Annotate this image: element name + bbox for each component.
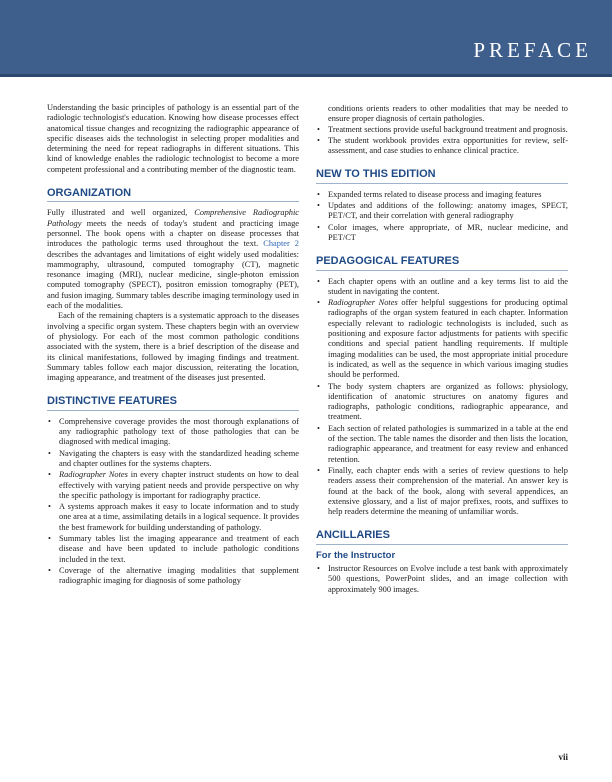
list-item: • Expanded terms related to disease process and imaging features [316,190,568,200]
page-number: vii [558,752,568,762]
distinctive-features-list-continued [316,125,568,157]
list-item: • Treatment sections provide useful background treatment and prognosis. [316,125,568,135]
list-item: • Finally, each chapter ends with a series of review questions to help readers assess their comprehension of the material. An answer key is found at the back of the book, along with several appendices, an extensive glossary, and a list of major prefixes, roots, and suffixes to help readers determine the meaning of unfamiliar words. [316,466,568,517]
radiographer-notes-term: Radiographer Notes [59,470,128,480]
list-item [316,298,568,380]
new-edition-list [316,190,568,243]
organization-paragraph-1 [47,208,299,311]
right-column [316,104,568,596]
list-item: • The student workbook provides extra opportunities for review, self-assessment, and case studies to enhance clinical practice. [316,136,568,157]
text-span: describes the advantages and limitations of eight widely used modalities: mammography, ultrasound, computed tomography (CT), magnetic resonance imaging (MRI), nuclear medicine, single-photon emission computed tomography (SPECT), positron emission tomography (PET), and fusion imaging. Summary tables describe imaging terminology used in each of the modalities. [47,249,299,311]
page-title: PREFACE [473,38,592,62]
list-item: • Updates and additions of the following: anatomy images, SPECT, PET/CT, and their correlation with general radiography [316,201,568,222]
list-item: • Instructor Resources on Evolve include a test bank with approximately 500 questions, PowerPoint slides, and an image collection with approximately 900 images. [316,564,568,595]
list-item: • The body system chapters are organized as follows: physiology, identification of anatomic structures on anatomy figures and radiographs, pathologic conditions, radiographic appearance, and treatment. [316,382,568,423]
radiographer-notes-term: Radiographer Notes [328,298,398,308]
list-item: • Navigating the chapters is easy with the standardized heading scheme and chapter outlines for the systems chapters. [47,449,299,470]
text-span: Fully illustrated and well organized, [47,208,195,218]
list-item: • Each chapter opens with an outline and a key terms list to aid the student in navigating the content. [316,277,568,298]
organization-paragraph-2: Each of the remaining chapters is a systematic approach to the diseases involving a specific organ system. These chapters begin with an overview of physiology. For each of the most common pathologic conditions associated with the system, there is a brief description of the disease and its clinical manifestations, followed by imaging findings and treatment. Summary tables follow each major discussion, reiterating the location, imaging appearance, and treatment of the diseases just presented. [47,311,299,383]
ancillaries-heading: ANCILLARIES [316,530,568,544]
ancillaries-list [316,564,568,595]
header-banner [0,0,612,77]
chapter-2-link[interactable]: Chapter 2 [263,239,299,249]
pedagogical-features-list [316,277,568,518]
text-span: in every chapter instruct students on how to deal effectively with varying patient needs and provide perspective on why the specific pathology is important for radiography practice. [59,470,299,500]
text-span: meets the needs of today's student and practicing image personnel. The book opens with a chapter on disease processes that introduces the pathologic terms used throughout the text. [47,218,299,249]
list-item: • Each section of related pathologies is summarized in a table at the end of the section. The table names the disorder and then lists the location, radiographic appearance, and treatment for easy review and enhanced retention. [316,424,568,465]
instructor-subheading: For the Instructor [316,549,396,561]
text-span: offer helpful suggestions for producing optimal radiographs of the organ system featured in each chapter. Information especially relevant to radiologic technologists is included, such as positioning and exposure factor adjustments for patients with specific conditions and special patient handling requirements. If multiple imaging modalities can be used, the most appropriate initial procedure is indicated, as well as the sequence in which various imaging studies should be performed. [328,298,568,380]
pedagogical-features-heading: PEDAGOGICAL FEATURES [316,256,568,270]
list-item: • Color images, where appropriate, of MR, nuclear medicine, and PET/CT [316,223,568,244]
intro-paragraph: Understanding the basic principles of pathology is an essential part of the radiologic technologist's education. Knowing how disease processes effect anatomical tissue changes and recognizing the radiographic appearance of specific diseases aids the technologist in selecting proper modalities and determining the need for repeat radiographs in different situations. This kind of knowledge enables the radiologic technologist to become a more competent professional and a contributing member of the diagnostic team. [47,103,299,174]
book-title: Comprehensive Radiographic Pathology [47,208,299,228]
continued-paragraph: conditions orients readers to other modalities that may be needed to ensure proper diagnosis of certain pathologies. [328,104,568,124]
organization-heading: ORGANIZATION [47,188,299,202]
distinctive-features-list [47,417,299,587]
list-item: • A systems approach makes it easy to locate information and to study one area at a time, assimilating details in a logical sequence. It provides the best framework for building understanding of pathology. [47,502,299,533]
left-column [47,103,299,587]
distinctive-features-heading: DISTINCTIVE FEATURES [47,396,299,410]
new-edition-heading: NEW TO THIS EDITION [316,169,568,183]
list-item [47,470,299,501]
list-item: • Comprehensive coverage provides the most thorough explanations of any radiographic pathology text of those pathologies that can be diagnosed with medical imaging. [47,417,299,448]
list-item: • Summary tables list the imaging appearance and treatment of each disease and have been updated to include pathologic conditions included in the text. [47,534,299,565]
list-item: • Coverage of the alternative imaging modalities that supplement radiographic imaging for diagnosis of some pathology [47,566,299,587]
